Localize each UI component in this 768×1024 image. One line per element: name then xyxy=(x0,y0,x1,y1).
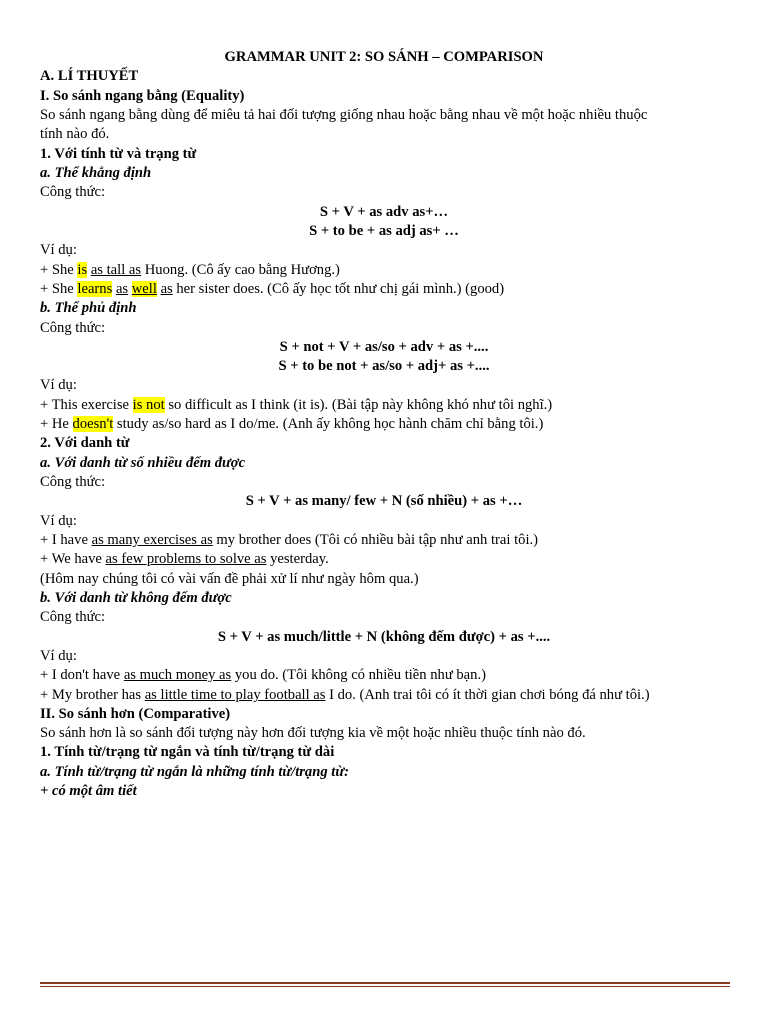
example-line: + My brother has as little time to play football as I do. (Anh trai tôi có ít thời gian chơi bóng đá như tôi.) xyxy=(40,687,650,703)
formula-label: Công thức: xyxy=(40,184,106,200)
subheading-uncountable: b. Với danh từ không đếm được xyxy=(40,590,232,606)
subheading-negative: b. Thể phủ định xyxy=(40,300,137,316)
example-line: + She learns as well as her sister does. (Cô ấy học tốt như chị gái mình.) (good) xyxy=(40,281,505,297)
underlined-text: as tall as xyxy=(90,262,142,278)
formula-line: S + V + as much/little + N (không đếm được) + as +.... xyxy=(217,629,551,645)
formula-line: S + V + as adv as+… xyxy=(319,204,449,220)
paragraph-line: tính nào đó. xyxy=(40,126,110,142)
example-line: + I don't have as much money as you do. (Tôi không có nhiều tiền như bạn.) xyxy=(40,667,486,683)
formula-label: Công thức: xyxy=(40,320,106,336)
underlined-text: as many exercises as xyxy=(91,532,213,548)
example-line: + He doesn't study as/so hard as I do/me. (Anh ấy không học hành chăm chỉ bằng tôi.) xyxy=(40,416,544,432)
subheading-adj-adv: 1. Với tính từ và trạng từ xyxy=(40,146,197,162)
example-label: Ví dụ: xyxy=(40,648,77,664)
list-item: + có một âm tiết xyxy=(40,783,137,799)
example-line: + This exercise is not so difficult as I think (it is). (Bài tập này không khó như tôi nghĩ.) xyxy=(40,397,553,413)
subheading-short-long: 1. Tính từ/trạng từ ngắn và tính từ/trạng từ dài xyxy=(40,744,335,760)
example-line: (Hôm nay chúng tôi có vài vấn đề phải xử lí như ngày hôm qua.) xyxy=(40,571,419,587)
formula-line: S + to be + as adj as+ … xyxy=(309,223,459,239)
example-label: Ví dụ: xyxy=(40,513,77,529)
paragraph-line: So sánh ngang bằng dùng để miêu tả hai đối tượng giống nhau hoặc bằng nhau về một hoặc nhiều thuộc xyxy=(40,107,648,123)
formula-label: Công thức: xyxy=(40,609,106,625)
highlighted-text: is xyxy=(77,262,88,278)
example-label: Ví dụ: xyxy=(40,242,77,258)
footer-divider xyxy=(40,982,730,987)
underlined-text: as much money as xyxy=(123,667,232,683)
example-line: + She is as tall as Huong. (Cô ấy cao bằng Hương.) xyxy=(40,262,340,278)
section-heading-equality: I. So sánh ngang bằng (Equality) xyxy=(40,88,245,104)
highlighted-text: learns xyxy=(77,281,113,297)
subheading-short-adj: a. Tính từ/trạng từ ngắn là những tính từ/trạng từ: xyxy=(40,764,349,780)
example-line: + I have as many exercises as my brother does (Tôi có nhiều bài tập như anh trai tôi.) xyxy=(40,532,539,548)
underlined-text: as xyxy=(160,281,173,297)
example-line: + We have as few problems to solve as yesterday. xyxy=(40,551,329,567)
document-title: GRAMMAR UNIT 2: SO SÁNH – COMPARISON xyxy=(224,49,544,65)
formula-label: Công thức: xyxy=(40,474,106,490)
subheading-countable: a. Với danh từ số nhiều đếm được xyxy=(40,455,246,471)
paragraph-line: So sánh hơn là so sánh đối tượng này hơn đối tượng kia về một hoặc nhiều thuộc tính nào đó. xyxy=(40,725,586,741)
subheading-affirmative: a. Thể khẳng định xyxy=(40,165,152,181)
section-heading-theory: A. LÍ THUYẾT xyxy=(40,68,139,84)
formula-line: S + V + as many/ few + N (số nhiều) + as +… xyxy=(245,493,523,509)
section-heading-comparative: II. So sánh hơn (Comparative) xyxy=(40,706,231,722)
underlined-text: as few problems to solve as xyxy=(105,551,267,567)
subheading-nouns: 2. Với danh từ xyxy=(40,435,130,451)
formula-line: S + to be not + as/so + adj+ as +.... xyxy=(278,358,490,374)
highlighted-text: is not xyxy=(132,397,165,413)
underlined-text: as xyxy=(115,281,129,297)
underlined-text: as little time to play football as xyxy=(144,687,326,703)
highlighted-text: doesn't xyxy=(72,416,114,432)
formula-line: S + not + V + as/so + adv + as +.... xyxy=(279,339,489,355)
highlighted-text: well xyxy=(131,281,157,297)
example-label: Ví dụ: xyxy=(40,377,77,393)
